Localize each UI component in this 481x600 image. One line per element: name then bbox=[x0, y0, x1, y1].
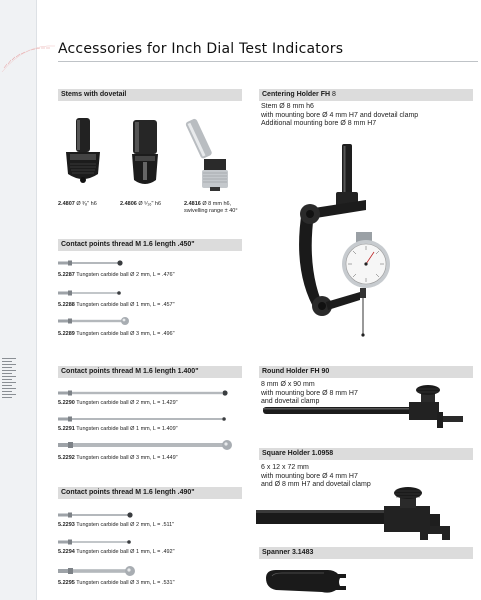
desc-line: with mounting bore Ø 8 mm H7 bbox=[261, 389, 358, 397]
stem-code: 2.4807 bbox=[58, 201, 75, 207]
tip-row-5.2295 bbox=[58, 564, 238, 588]
centering-holder-description bbox=[261, 103, 418, 129]
tip-description: Tungsten carbide ball Ø 3 mm, L = 1.449" bbox=[76, 455, 178, 461]
desc-line: 8 mm Ø x 90 mm bbox=[261, 381, 315, 388]
stem-spec: Ø ⁵⁄₁₆" h6 bbox=[138, 201, 162, 207]
tip-description: Tungsten carbide ball Ø 1 mm, L = .492" bbox=[76, 549, 175, 555]
left-margin-strip bbox=[0, 0, 36, 600]
tip-code: 5.2287 bbox=[58, 272, 75, 278]
centering-holder-image bbox=[282, 142, 422, 342]
section-tips-450-heading: Contact points thread M 1.6 length .450" bbox=[58, 239, 242, 251]
tip-code: 5.2295 bbox=[58, 580, 75, 586]
desc-line: Additional mounting bore Ø 8 mm H7 bbox=[261, 120, 377, 127]
left-margin-divider bbox=[36, 0, 37, 600]
tip-description: Tungsten carbide ball Ø 2 mm, L = 1.429" bbox=[76, 400, 178, 406]
title-underline bbox=[58, 61, 478, 62]
page-title: Accessories for Inch Dial Test Indicators bbox=[58, 41, 344, 57]
desc-line: 6 x 12 x 72 mm bbox=[261, 464, 309, 471]
tip-row-5.2292 bbox=[58, 438, 238, 464]
contact-point-image bbox=[58, 388, 238, 398]
centering-heading-number: 8 bbox=[332, 91, 336, 98]
tip-description: Tungsten carbide ball Ø 2 mm, L = .511" bbox=[76, 522, 175, 528]
contact-point-image bbox=[58, 510, 138, 520]
tip-code: 5.2291 bbox=[58, 426, 75, 432]
desc-line: and dovetail clamp bbox=[261, 398, 320, 405]
tip-row-5.2287 bbox=[58, 258, 238, 280]
tip-description: Tungsten carbide ball Ø 1 mm, L = 1.409" bbox=[76, 426, 178, 432]
desc-line: with mounting bore Ø 4 mm H7 bbox=[261, 472, 358, 480]
tip-row-5.2289 bbox=[58, 315, 238, 339]
stem-2.4816-caption bbox=[184, 201, 238, 215]
stem-2.4806-image bbox=[120, 116, 170, 192]
contact-point-image bbox=[58, 537, 138, 547]
spanner-image bbox=[262, 564, 352, 596]
section-square-holder-heading: Square Holder 1.0958 bbox=[259, 448, 473, 460]
section-centering-holder-heading bbox=[259, 89, 473, 101]
section-stems-heading: Stems with dovetail bbox=[58, 89, 242, 101]
square-holder-image bbox=[254, 484, 473, 542]
edge-tick-marks bbox=[2, 358, 16, 406]
tip-description: Tungsten carbide ball Ø 3 mm, L = .496" bbox=[76, 331, 175, 337]
stem-swivel-note: swivelling range ± 40° bbox=[184, 208, 238, 214]
round-holder-image bbox=[259, 382, 473, 436]
contact-point-image bbox=[58, 564, 138, 578]
desc-line: and Ø 8 mm H7 and dovetail clamp bbox=[261, 481, 371, 488]
contact-point-image bbox=[58, 258, 128, 268]
tip-description: Tungsten carbide ball Ø 2 mm, L = .476" bbox=[76, 272, 175, 278]
stem-2.4807-image bbox=[58, 112, 108, 192]
tip-row-5.2291 bbox=[58, 414, 238, 436]
stem-code: 2.4816 bbox=[184, 201, 201, 207]
centering-heading-text: Centering Holder FH bbox=[262, 91, 331, 98]
contact-point-image bbox=[58, 414, 238, 424]
section-spanner-heading: Spanner 3.1483 bbox=[259, 547, 473, 559]
stem-2.4806-caption bbox=[120, 201, 161, 208]
tip-code: 5.2290 bbox=[58, 400, 75, 406]
stem-spec: Ø 8 mm h6, bbox=[202, 201, 232, 207]
tip-description: Tungsten carbide ball Ø 3 mm, L = .531" bbox=[76, 580, 175, 586]
tip-code: 5.2292 bbox=[58, 455, 75, 461]
tip-row-5.2290 bbox=[58, 388, 238, 410]
section-round-holder-heading: Round Holder FH 90 bbox=[259, 366, 473, 378]
stem-2.4807-caption bbox=[58, 201, 97, 208]
stem-spec: Ø ³⁄₈" h6 bbox=[76, 201, 97, 207]
tip-code: 5.2288 bbox=[58, 302, 75, 308]
section-tips-490-heading: Contact points thread M 1.6 length .490" bbox=[58, 487, 242, 499]
stem-code: 2.4806 bbox=[120, 201, 137, 207]
tip-description: Tungsten carbide ball Ø 1 mm, L = .457" bbox=[76, 302, 175, 308]
tip-code: 5.2294 bbox=[58, 549, 75, 555]
tip-row-5.2294 bbox=[58, 537, 238, 559]
contact-point-image bbox=[58, 288, 128, 298]
desc-line: Stem Ø 8 mm h6 bbox=[261, 103, 314, 110]
stem-2.4816-image bbox=[184, 115, 234, 195]
contact-point-image bbox=[58, 315, 133, 327]
contact-point-image bbox=[58, 438, 238, 452]
section-tips-1400-heading: Contact points thread M 1.6 length 1.400" bbox=[58, 366, 242, 378]
tip-row-5.2293 bbox=[58, 510, 238, 532]
dial-scale-decoration-icon bbox=[0, 20, 60, 80]
tip-code: 5.2289 bbox=[58, 331, 75, 337]
desc-line: with mounting bore Ø 4 mm H7 and dovetail clamp bbox=[261, 111, 419, 119]
tip-code: 5.2293 bbox=[58, 522, 75, 528]
tip-row-5.2288 bbox=[58, 288, 238, 310]
